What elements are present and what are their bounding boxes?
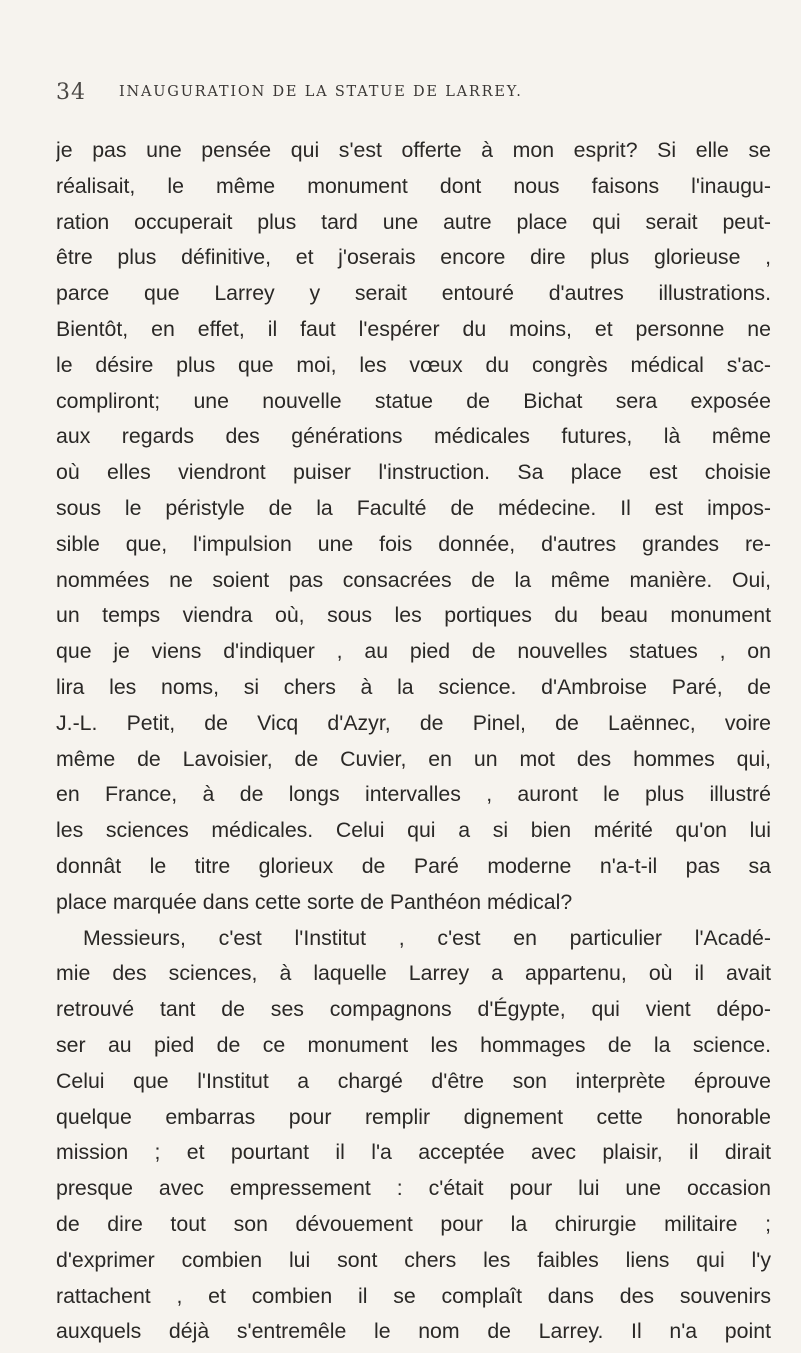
text-line: retrouvé tant de ses compagnons d'Égypte, qui vient dépo- [56, 997, 771, 1022]
text-line: que je viens d'indiquer , au pied de nouvelles statues , on [56, 639, 771, 664]
text-line: place marquée dans cette sorte de Panthéon médical? [56, 889, 573, 914]
text-line: Bientôt, en effet, il faut l'espérer du moins, et personne ne [56, 316, 771, 341]
text-line: sous le péristyle de la Faculté de médecine. Il est impos- [56, 495, 771, 520]
text-line: de dire tout son dévouement pour la chirurgie militaire ; [56, 1211, 771, 1236]
text-line: où elles viendront puiser l'instruction. Sa place est choisie [56, 460, 771, 485]
text-line: d'exprimer combien lui sont chers les faibles liens qui l'y [56, 1247, 771, 1272]
text-line: un temps viendra où, sous les portiques du beau monument [56, 603, 771, 628]
text-line: mie des sciences, à laquelle Larrey a appartenu, où il avait [56, 961, 771, 986]
text-line: presque avec empressement : c'était pour lui une occasion [56, 1176, 771, 1201]
text-line: parce que Larrey y serait entouré d'autres illustrations. [56, 281, 771, 306]
text-line: sible que, l'impulsion une fois donnée, d'autres grandes re- [56, 531, 771, 556]
text-line: les sciences médicales. Celui qui a si bien mérité qu'on lui [56, 818, 771, 843]
text-line: même de Lavoisier, de Cuvier, en un mot des hommes qui, [56, 746, 771, 771]
text-line: mission ; et pourtant il l'a acceptée avec plaisir, il dirait [56, 1140, 771, 1165]
page-number: 34 [56, 80, 86, 105]
text-line: je pas une pensée qui s'est offerte à mon esprit? Si elle se [56, 138, 771, 162]
text-line: quelque embarras pour remplir dignement cette honorable [56, 1104, 771, 1129]
text-line: ration occuperait plus tard une autre place qui serait peut- [56, 209, 771, 234]
text-line: compliront; une nouvelle statue de Bichat sera exposée [56, 388, 771, 413]
text-line: en France, à de longs intervalles , auront le plus illustré [56, 782, 771, 807]
text-line: donnât le titre glorieux de Paré moderne n'a-t-il pas sa [56, 853, 771, 878]
text-line: être plus définitive, et j'oserais encore dire plus glorieuse , [56, 245, 771, 270]
text-line: nommées ne soient pas consacrées de la même manière. Oui, [56, 567, 771, 592]
paragraph-start-line: Messieurs, c'est l'Institut , c'est en particulier l'Acadé- [83, 925, 771, 950]
text-line: le désire plus que moi, les vœux du congrès médical s'ac- [56, 352, 771, 377]
text-line: aux regards des générations médicales futures, là même [56, 424, 771, 449]
text-line: rattachent , et combien il se complaît dans des souvenirs [56, 1283, 771, 1308]
text-line: auxquels déjà s'entremêle le nom de Larrey. Il n'a point [56, 1319, 771, 1344]
text-line: lira les noms, si chers à la science. d'Ambroise Paré, de [56, 674, 771, 699]
text-line: ser au pied de ce monument les hommages de la science. [56, 1032, 771, 1057]
text-line: réalisait, le même monument dont nous faisons l'inaugu- [56, 173, 771, 198]
page-header [56, 80, 771, 110]
running-title: INAUGURATION DE LA STATUE DE LARREY. [119, 84, 523, 100]
text-line: J.-L. Petit, de Vicq d'Azyr, de Pinel, de Laënnec, voire [56, 710, 771, 735]
text-line: Celui que l'Institut a chargé d'être son interprète éprouve [56, 1068, 771, 1093]
body-text [56, 133, 771, 1344]
